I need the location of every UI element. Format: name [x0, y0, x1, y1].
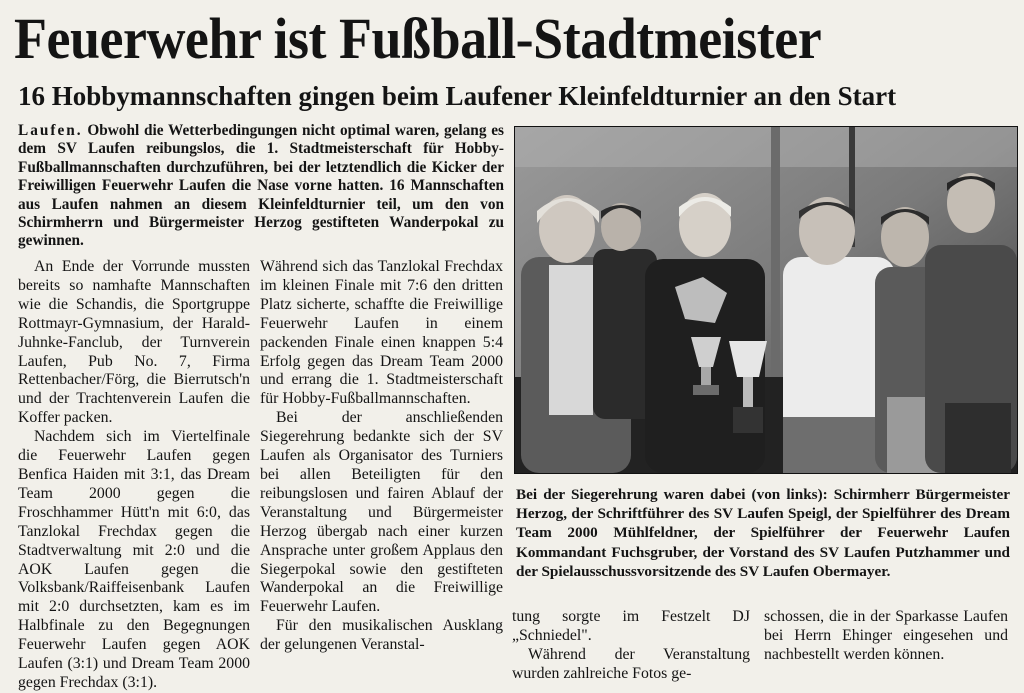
lead-paragraph — [18, 122, 504, 251]
body-paragraph: An Ende der Vorrunde mussten bereits so namhafte Mannschaften wie die Schandis, die Sportgruppe Rottmayr-Gymnasium, der Harald-Juhnke-Fanclub, der Turnverein Laufen, Pub No. 7, Firma Rettenbacher/Förg, die Bierrutsch'n und der Trachtenverein Laufen die Koffer packen. — [18, 258, 250, 427]
photo-caption: Bei der Siegerehrung waren dabei (von links): Schirmherr Bürgermeister Herzog, der Schriftführer des SV Laufen Speigl, der Spielführer des Dream Team 2000 Mühlfeldner, der Spielführer der Feuerwehr Laufen Kommandant Fuchsgruber, der Vorstand des SV Laufen Putzhammer und der Spielausschussvorsitzende des SV Laufen Obermayer. — [516, 486, 1010, 580]
body-paragraph: tung sorgte im Festzelt DJ „Schniedel". — [512, 608, 750, 644]
body-column-2 — [260, 258, 503, 682]
body-paragraph: schossen, die in der Sparkasse Laufen bei Herrn Ehinger eingesehen und nachbestellt werden können. — [764, 608, 1008, 663]
body-column-3 — [512, 608, 750, 684]
body-column-1 — [18, 258, 250, 691]
dateline: Laufen. — [18, 122, 83, 139]
subheadline: 16 Hobbymannschaften gingen beim Laufener Kleinfeldturnier an den Start — [18, 81, 897, 111]
body-paragraph: Für den musikalischen Ausklang der gelungenen Veranstal- — [260, 617, 503, 654]
body-paragraph: Während der Veranstaltung wurden zahlreiche Fotos ge- — [512, 645, 750, 682]
body-column-4 — [764, 608, 1008, 684]
headline: Feuerwehr ist Fußball-Stadtmeister — [14, 6, 822, 71]
body-paragraph: Während sich das Tanzlokal Frechdax im kleinen Finale mit 7:6 den dritten Platz sicherte, schaffte die Freiwillige Feuerwehr Laufen in einem packenden Finale einen knappen 5:4 Erfolg gegen das Dream Team 2000 und errang die 1. Stadtmeisterschaft für Hobby-Fußballmannschaften. — [260, 258, 503, 408]
photo-illustration — [515, 127, 1017, 473]
body-paragraph: Nachdem sich im Viertelfinale die Feuerwehr Laufen gegen Benfica Haiden mit 3:1, das Dream Team 2000 gegen die Froschhammer Hütt'n mit 6:0, das Tanzlokal Frechdax gegen die Stadtverwaltung mit 2:0 und die AOK Laufen gegen die Volksbank/Raiffeisenbank Laufen mit 2:0 durchsetzten, kam es im Halbfinale zu den Begegnungen Feuerwehr Laufen gegen AOK Laufen (3:1) und Dream Team 2000 gegen Frechdax (3:1). — [18, 428, 250, 691]
body-paragraph: Bei der anschließenden Siegerehrung bedankte sich der SV Laufen als Organisator des Turniers bei allen Beteiligten für den reibungslosen und fairen Ablauf der Veranstaltung und Bürgermeister Herzog übergab nach einer kurzen Ansprache unter großem Applaus den Siegerpokal sowie den gestifteten Wanderpokal an die Freiwillige Feuerwehr Laufen. — [260, 409, 503, 616]
lead-text: Obwohl die Wetterbedingungen nicht optimal waren, gelang es dem SV Laufen reibungslos, die 1. Stadtmeisterschaft für Hobby-Fußballmannschaften durchzuführen, bei der letztendlich die Kicker der Freiwilligen Feuerwehr Laufen die Nase vorne hatten. 16 Mannschaften aus Laufen nahmen an diesem Kleinfeldturnier teil, um den von Schirmherrn und Bürgermeister Herzog gestifteten Wanderpokal zu gewinnen. — [18, 122, 504, 250]
award-ceremony-photo — [514, 126, 1018, 474]
